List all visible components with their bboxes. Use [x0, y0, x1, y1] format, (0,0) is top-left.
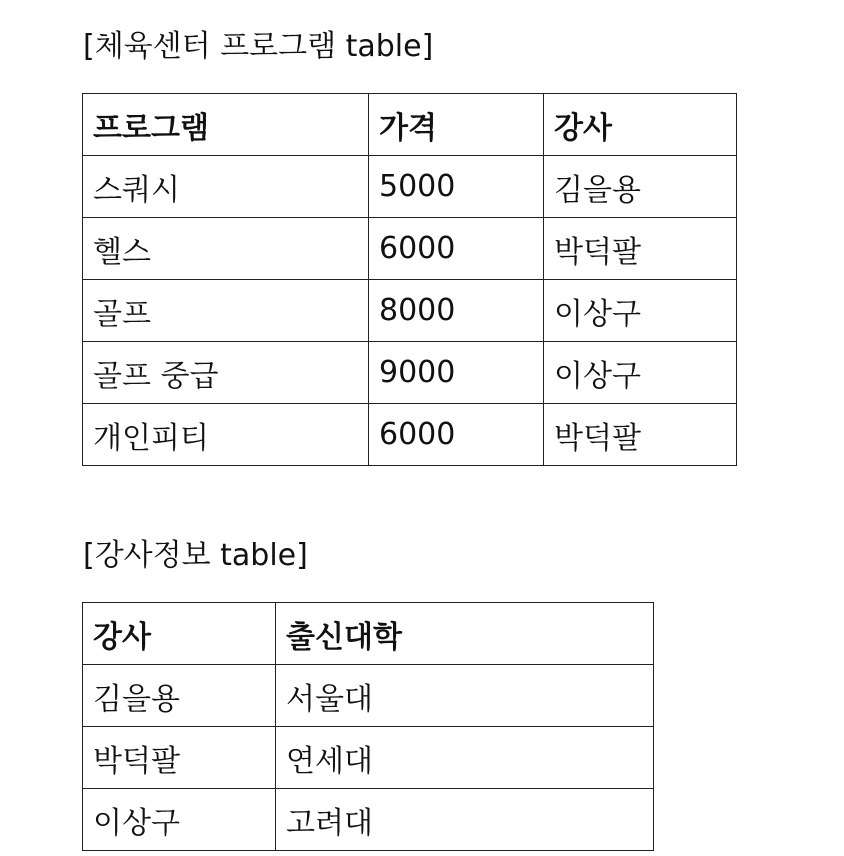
header-instructor: 강사 — [83, 603, 276, 665]
program-cell: 골프 — [83, 280, 369, 342]
table-row — [83, 280, 737, 342]
price-cell: 8000 — [369, 280, 544, 342]
table-row — [83, 665, 654, 727]
instructor-cell: 김을용 — [544, 156, 737, 218]
table-row — [83, 789, 654, 851]
university-cell: 고려대 — [276, 789, 654, 851]
instructor-table-header-row — [83, 603, 654, 665]
table-row — [83, 218, 737, 280]
header-program: 프로그램 — [83, 94, 369, 156]
university-cell: 연세대 — [276, 727, 654, 789]
instructor-cell: 이상구 — [544, 280, 737, 342]
price-cell: 6000 — [369, 218, 544, 280]
table-row — [83, 156, 737, 218]
program-cell: 골프 중급 — [83, 342, 369, 404]
header-university: 출신대학 — [276, 603, 654, 665]
program-cell: 스쿼시 — [83, 156, 369, 218]
instructor-cell: 김을용 — [83, 665, 276, 727]
program-cell: 헬스 — [83, 218, 369, 280]
price-cell: 9000 — [369, 342, 544, 404]
table-row — [83, 404, 737, 466]
program-cell: 개인피티 — [83, 404, 369, 466]
header-price: 가격 — [369, 94, 544, 156]
table-row — [83, 727, 654, 789]
instructor-cell: 이상구 — [544, 342, 737, 404]
program-table — [82, 93, 737, 466]
instructor-cell: 박덕팔 — [83, 727, 276, 789]
instructor-table — [82, 602, 654, 851]
instructor-table-caption: [강사정보 table] — [83, 538, 308, 573]
price-cell: 6000 — [369, 404, 544, 466]
price-cell: 5000 — [369, 156, 544, 218]
program-table-header-row — [83, 94, 737, 156]
instructor-cell: 박덕팔 — [544, 218, 737, 280]
instructor-cell: 박덕팔 — [544, 404, 737, 466]
instructor-cell: 이상구 — [83, 789, 276, 851]
header-instructor: 강사 — [544, 94, 737, 156]
program-table-caption: [체육센터 프로그램 table] — [83, 29, 434, 64]
table-row — [83, 342, 737, 404]
university-cell: 서울대 — [276, 665, 654, 727]
